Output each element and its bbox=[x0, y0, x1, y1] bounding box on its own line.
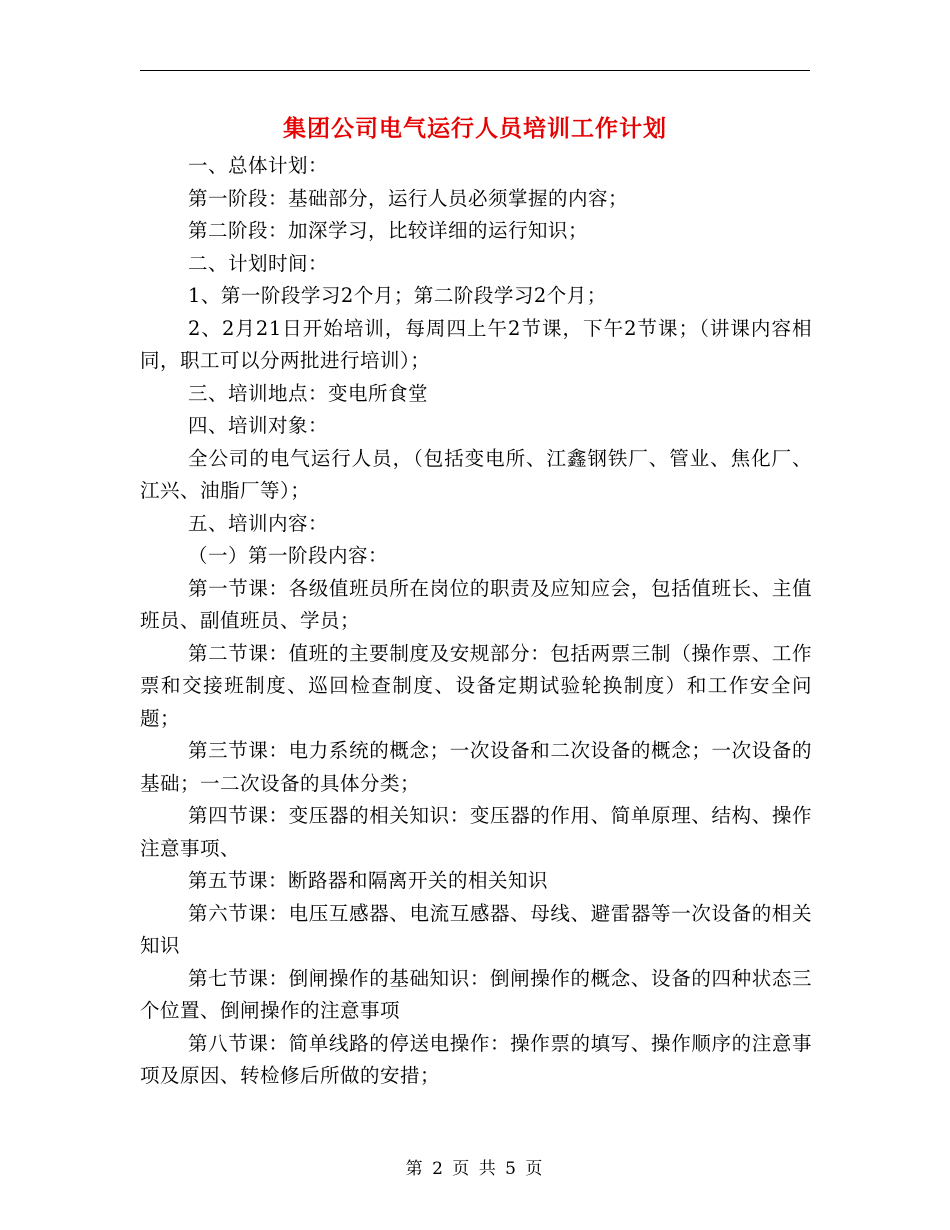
paragraph: 1、第一阶段学习2个月；第二阶段学习2个月； bbox=[188, 284, 607, 307]
paragraph: 第二阶段：加深学习，比较详细的运行知识； bbox=[188, 219, 589, 242]
paragraph: 第三节课：电力系统的概念；一次设备和二次设备的概念；一次设备的基础；一二次设备的具体分类； bbox=[140, 739, 812, 795]
paragraph: 三、培训地点：变电所食堂 bbox=[188, 381, 429, 405]
paragraph: 第二节课：值班的主要制度及安规部分：包括两票三制（操作票、工作票和交接班制度、巡回检查制度、设备定期试验轮换制度）和工作安全问题； bbox=[140, 641, 812, 730]
paragraph: （一）第一阶段内容： bbox=[188, 544, 389, 567]
paragraph: 第八节课：简单线路的停送电操作：操作票的填写、操作顺序的注意事项及原因、转检修后所做的安措； bbox=[140, 1031, 812, 1087]
document-title: 集团公司电气运行人员培训工作计划 bbox=[283, 116, 667, 142]
paragraph: 一、总体计划： bbox=[188, 154, 329, 177]
paragraph: 第七节课：倒闸操作的基础知识：倒闸操作的概念、设备的四种状态三个位置、倒闸操作的注意事项 bbox=[140, 966, 812, 1022]
paragraph: 二、计划时间： bbox=[188, 251, 329, 275]
paragraph: 全公司的电气运行人员，（包括变电所、江鑫钢铁厂、管业、焦化厂、江兴、油脂厂等）； bbox=[140, 446, 812, 502]
paragraph: 第四节课：变压器的相关知识：变压器的作用、简单原理、结构、操作注意事项、 bbox=[140, 804, 812, 860]
paragraph: 五、培训内容： bbox=[188, 511, 329, 535]
paragraph: 第一节课：各级值班员所在岗位的职责及应知应会，包括值班长、主值班员、副值班员、学员； bbox=[140, 576, 812, 632]
header-rule bbox=[140, 70, 810, 71]
document-body bbox=[140, 150, 812, 1093]
paragraph: 第五节课：断路器和隔离开关的相关知识 bbox=[188, 869, 549, 892]
paragraph: 四、培训对象： bbox=[188, 414, 329, 437]
page-number-footer: 第 2 页 共 5 页 bbox=[405, 1159, 545, 1179]
paragraph: 2、2月21日开始培训，每周四上午2节课，下午2节课；（讲课内容相同，职工可以分两批进行培训）； bbox=[140, 316, 812, 372]
paragraph: 第六节课：电压互感器、电流互感器、母线、避雷器等一次设备的相关知识 bbox=[140, 901, 812, 957]
paragraph: 第一阶段：基础部分，运行人员必须掌握的内容； bbox=[188, 186, 629, 210]
